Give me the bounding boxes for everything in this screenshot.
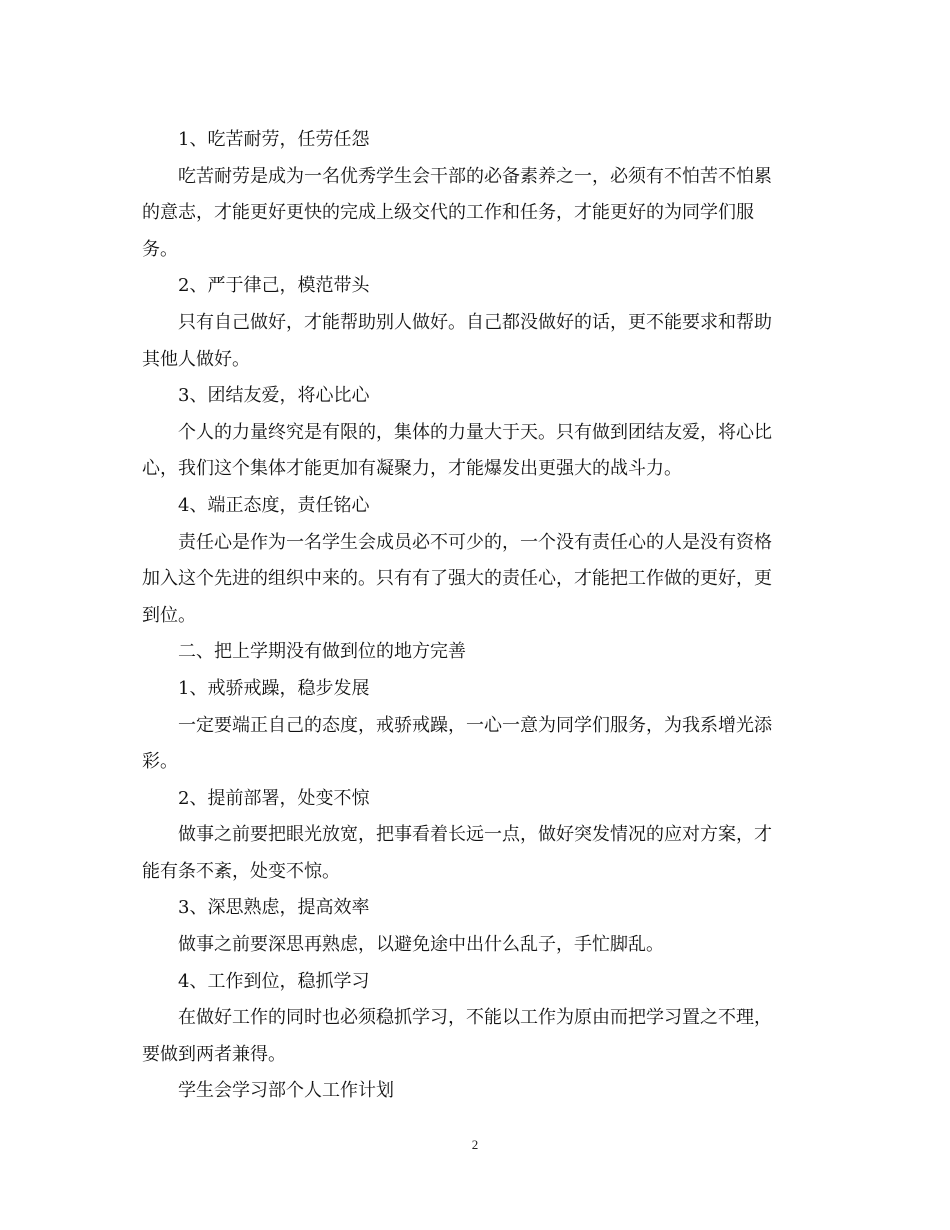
document-body: [142, 122, 806, 1110]
text-line: 2、严于律己，模范带头: [178, 275, 370, 297]
text-line: 只有自己做好，才能帮助别人做好。自己都没做好的话，更不能要求和帮助: [178, 311, 772, 333]
text-line: 1、戒骄戒躁，稳步发展: [178, 677, 370, 699]
text-line: 务。: [142, 238, 178, 260]
page-number: 2: [471, 1137, 479, 1152]
text-line: 做事之前要把眼光放宽，把事看着长远一点，做好突发情况的应对方案，才: [178, 824, 772, 846]
text-line: 1、吃苦耐劳，任劳任怨: [178, 129, 370, 150]
text-line: 4、端正态度，责任铭心: [178, 494, 370, 516]
text-line: 在做好工作的同时也必须稳抓学习，不能以工作为原由而把学习置之不理，: [178, 1007, 772, 1029]
text-line: 吃苦耐劳是成为一名优秀学生会干部的必备素养之一，必须有不怕苦不怕累: [178, 165, 772, 187]
text-line: 3、团结友爱，将心比心: [178, 385, 370, 407]
text-line: 3、深思熟虑，提高效率: [178, 897, 370, 919]
text-line: 心，我们这个集体才能更加有凝聚力，才能爆发出更强大的战斗力。: [142, 458, 682, 480]
text-line: 能有条不紊，处变不惊。: [142, 860, 340, 882]
text-line: 责任心是作为一名学生会成员必不可少的，一个没有责任心的人是没有资格: [178, 531, 772, 553]
text-line: 学生会学习部个人工作计划: [178, 1080, 394, 1102]
text-line: 其他人做好。: [142, 348, 250, 370]
text-line: 做事之前要深思再熟虑，以避免途中出什么乱子，手忙脚乱。: [178, 934, 664, 956]
text-line: 到位。: [142, 604, 196, 626]
text-line: 4、工作到位，稳抓学习: [178, 970, 370, 992]
text-line: 二、把上学期没有做到位的地方完善: [178, 641, 466, 663]
text-line: 的意志，才能更好更快的完成上级交代的工作和任务，才能更好的为同学们服: [142, 202, 754, 224]
text-line: 个人的力量终究是有限的，集体的力量大于天。只有做到团结友爱，将心比: [178, 421, 772, 443]
text-line: 加入这个先进的组织中来的。只有有了强大的责任心，才能把工作做的更好，更: [142, 568, 772, 590]
text-line: 2、提前部署，处变不惊: [178, 787, 370, 809]
text-line: 一定要端正自己的态度，戒骄戒躁，一心一意为同学们服务，为我系增光添: [178, 714, 772, 736]
text-line: 要做到两者兼得。: [142, 1043, 286, 1065]
text-line: 彩。: [142, 751, 178, 773]
